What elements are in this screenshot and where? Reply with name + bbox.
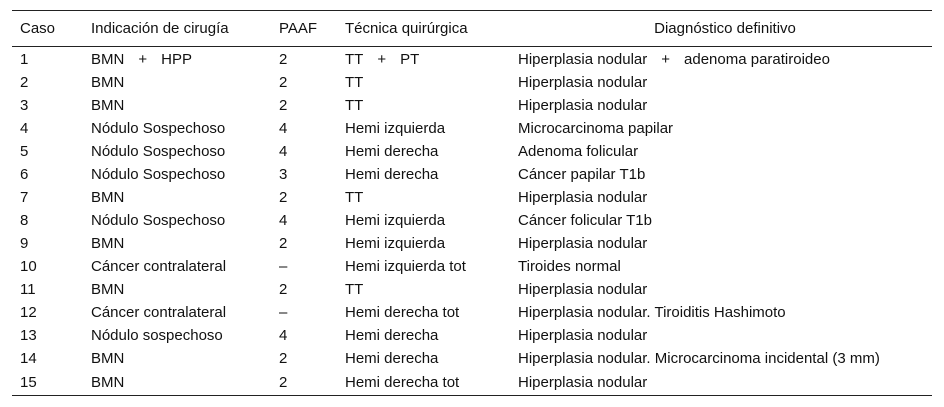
clinical-cases-table xyxy=(12,10,932,396)
cell-paaf: 2 xyxy=(279,281,288,298)
clinical-cases-table-container xyxy=(12,10,932,396)
cell-diagnostico: Hiperplasia nodular + adenoma paratiroideo xyxy=(518,51,830,68)
cell-diagnostico: Cáncer papilar T1b xyxy=(518,166,646,183)
table-row xyxy=(12,94,932,117)
table-row xyxy=(12,324,932,347)
cell-paaf: 2 xyxy=(279,350,288,367)
table-row xyxy=(12,301,932,324)
cell-paaf: 4 xyxy=(279,327,288,344)
cell-tecnica: TT xyxy=(345,281,364,298)
table-row xyxy=(12,140,932,163)
cell-indicacion: BMN xyxy=(91,74,125,91)
cell-tecnica: Hemi derecha xyxy=(345,327,439,344)
cell-paaf: 2 xyxy=(279,51,288,68)
cell-indicacion: Nódulo sospechoso xyxy=(91,327,223,344)
table-row xyxy=(12,278,932,301)
cell-indicacion: BMN xyxy=(91,235,125,252)
cell-tecnica: TT xyxy=(345,74,364,91)
cell-caso: 3 xyxy=(20,97,29,114)
cell-caso: 15 xyxy=(12,370,83,396)
table-row xyxy=(12,370,932,396)
cell-tecnica: Hemi derecha tot xyxy=(345,304,460,321)
cell-diagnostico: Hiperplasia nodular xyxy=(518,327,648,344)
cell-diagnostico: Hiperplasia nodular xyxy=(518,235,648,252)
header-caso: Caso xyxy=(12,11,83,47)
header-paaf: PAAF xyxy=(271,11,337,47)
cell-caso: 1 xyxy=(20,51,29,68)
cell-paaf: 2 xyxy=(279,74,288,91)
cell-tecnica: Hemi derecha xyxy=(345,166,439,183)
table-row xyxy=(12,209,932,232)
table-row xyxy=(12,163,932,186)
cell-caso: 13 xyxy=(20,327,37,344)
table-row xyxy=(12,255,932,278)
cell-diagnostico: Hiperplasia nodular xyxy=(510,370,932,396)
cell-tecnica: Hemi derecha xyxy=(345,143,439,160)
header-tecnica: Técnica quirúrgica xyxy=(337,11,510,47)
header-diagnostico: Diagnóstico definitivo xyxy=(510,11,932,47)
cell-caso: 2 xyxy=(20,74,29,91)
cell-caso: 9 xyxy=(20,235,29,252)
cell-paaf: 2 xyxy=(271,370,337,396)
table-row xyxy=(12,47,932,72)
cell-diagnostico: Hiperplasia nodular. Tiroiditis Hashimoto xyxy=(518,304,786,321)
cell-tecnica: TT xyxy=(345,97,364,114)
cell-indicacion: BMN xyxy=(83,370,271,396)
cell-paaf: 3 xyxy=(279,166,288,183)
cell-paaf: 4 xyxy=(279,212,288,229)
cell-tecnica: Hemi derecha tot xyxy=(337,370,510,396)
cell-indicacion: BMN xyxy=(91,189,125,206)
cell-tecnica: Hemi izquierda xyxy=(345,212,446,229)
cell-tecnica: TT xyxy=(345,189,364,206)
cell-paaf: 2 xyxy=(279,97,288,114)
cell-indicacion: Nódulo Sospechoso xyxy=(91,166,226,183)
cell-caso: 10 xyxy=(20,258,37,275)
cell-indicacion: BMN xyxy=(91,281,125,298)
cell-caso: 5 xyxy=(20,143,29,160)
cell-paaf: – xyxy=(279,258,288,275)
cell-tecnica: Hemi izquierda tot xyxy=(345,258,466,275)
cell-caso: 14 xyxy=(20,350,37,367)
cell-caso: 6 xyxy=(20,166,29,183)
cell-caso: 11 xyxy=(20,281,36,298)
cell-caso: 4 xyxy=(20,120,29,137)
cell-tecnica: Hemi izquierda xyxy=(345,120,446,137)
table-row xyxy=(12,71,932,94)
cell-tecnica: Hemi izquierda xyxy=(345,235,446,252)
cell-indicacion: Nódulo Sospechoso xyxy=(91,120,226,137)
cell-diagnostico: Hiperplasia nodular. Microcarcinoma incidental (3 mm) xyxy=(518,350,880,367)
cell-diagnostico: Hiperplasia nodular xyxy=(518,74,648,91)
table-row xyxy=(12,347,932,370)
cell-indicacion: BMN xyxy=(91,350,125,367)
table-header-row xyxy=(12,11,932,47)
cell-diagnostico: Microcarcinoma papilar xyxy=(518,120,674,137)
cell-indicacion: Cáncer contralateral xyxy=(91,304,227,321)
cell-diagnostico: Hiperplasia nodular xyxy=(518,189,648,206)
table-row xyxy=(12,232,932,255)
cell-diagnostico: Cáncer folicular T1b xyxy=(518,212,652,229)
cell-paaf: 2 xyxy=(279,235,288,252)
cell-paaf: 2 xyxy=(279,189,288,206)
header-indicacion: Indicación de cirugía xyxy=(83,11,271,47)
table-row xyxy=(12,117,932,140)
cell-indicacion: Cáncer contralateral xyxy=(91,258,227,275)
cell-tecnica: Hemi derecha xyxy=(345,350,439,367)
cell-caso: 12 xyxy=(20,304,37,321)
cell-tecnica: TT + PT xyxy=(345,51,420,68)
table-row xyxy=(12,186,932,209)
cell-diagnostico: Hiperplasia nodular xyxy=(518,281,648,298)
cell-diagnostico: Adenoma folicular xyxy=(518,143,639,160)
cell-paaf: 4 xyxy=(279,120,288,137)
cell-diagnostico: Tiroides normal xyxy=(518,258,621,275)
cell-caso: 8 xyxy=(20,212,29,229)
cell-indicacion: Nódulo Sospechoso xyxy=(91,212,226,229)
cell-caso: 7 xyxy=(20,189,29,206)
cell-indicacion: BMN xyxy=(91,97,125,114)
cell-indicacion: Nódulo Sospechoso xyxy=(91,143,226,160)
cell-paaf: 4 xyxy=(279,143,288,160)
cell-diagnostico: Hiperplasia nodular xyxy=(518,97,648,114)
cell-indicacion: BMN + HPP xyxy=(91,51,192,68)
cell-paaf: – xyxy=(279,304,288,321)
